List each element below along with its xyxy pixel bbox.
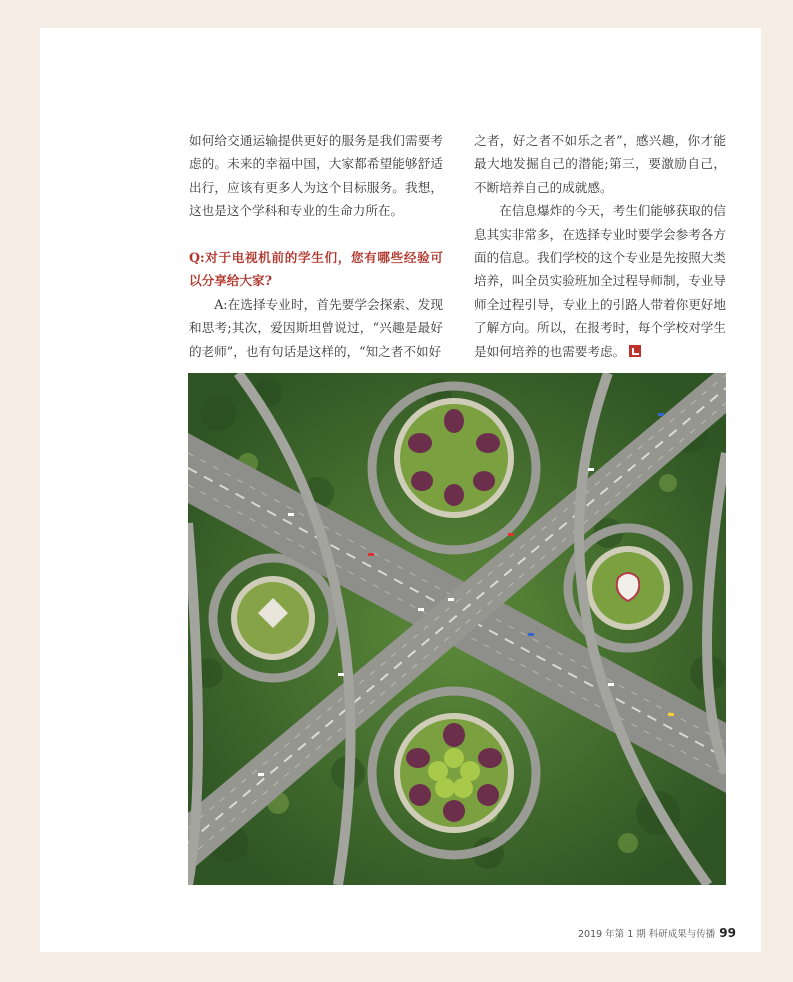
right-text-column [474, 129, 726, 363]
paragraph: 在信息爆炸的今天，考生们能够获取的信息其实非常多，在选择专业时要学会参考各方面的信息。我们学校的这个专业是先按照大类培养，叫全员实验班加全过程导师制，专业导师全过程引导，专业上的引路人带着你更好地了解方向。所以，在报考时，每个学校对学生是如何培养的也需要考虑。 [474, 203, 726, 359]
left-text-column [189, 129, 443, 363]
page-number: 99 [719, 926, 736, 940]
paragraph-with-end-mark [474, 199, 726, 363]
magazine-page [40, 28, 761, 952]
interchange-illustration [188, 373, 726, 885]
issue-info: 2019 年第 1 期 科研成果与传播 [577, 929, 716, 940]
paragraph: 如何给交通运输提供更好的服务是我们需要考虑的。未来的幸福中国，大家都希望能够舒适出行，应该有更多人为这个目标服务。我想，这也是这个学科和专业的生命力所在。 [189, 133, 443, 219]
article-end-icon [629, 345, 641, 357]
page-footer [40, 926, 736, 940]
interchange-aerial-photo [188, 373, 726, 885]
interview-answer: A:在选择专业时，首先要学会探索、发现和思考;其次，爱因斯坦曾说过，“兴趣是最好的老师”，也有句话是这样的，“知之者不如好 [189, 296, 443, 359]
interview-question: Q:对于电视机前的学生们，您有哪些经验可以分享给大家? [189, 250, 443, 289]
paragraph: 之者，好之者不如乐之者”，感兴趣，你才能最大地发掘自己的潜能;第三，要激励自己，不断培养自己的成就感。 [474, 133, 726, 195]
